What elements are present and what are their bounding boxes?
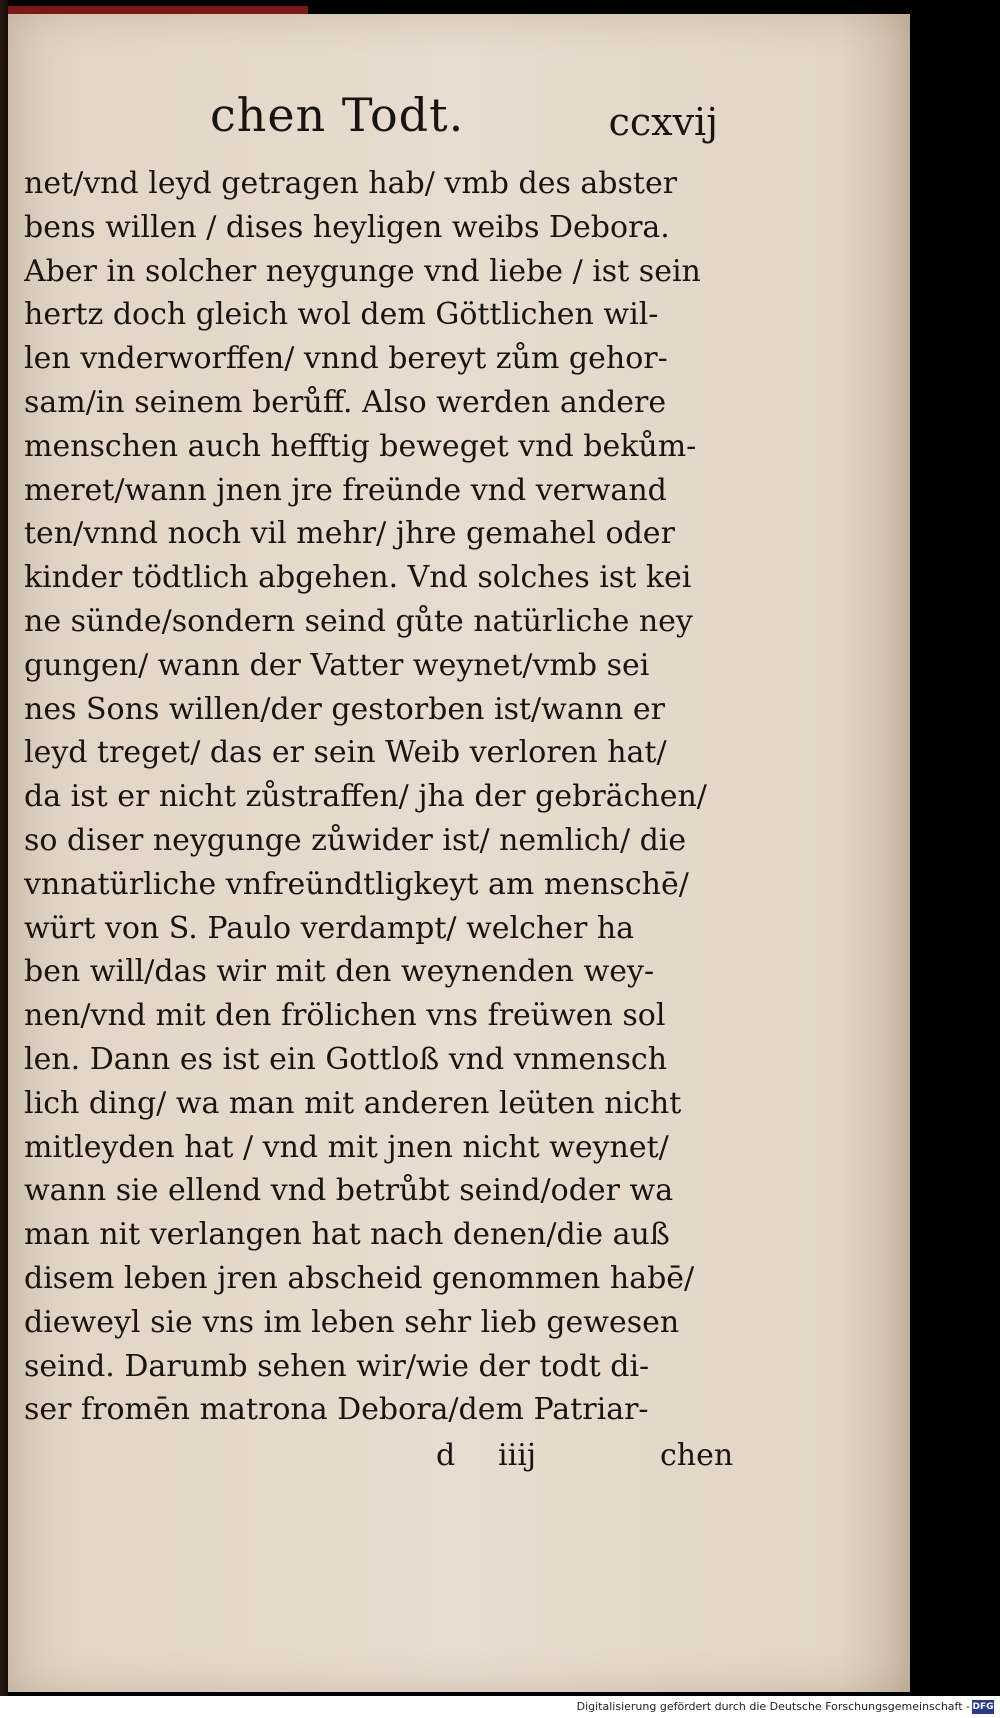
text-line: nen/vnd mit den frölichen vns freüwen sol bbox=[24, 998, 666, 1034]
credit-text: Digitalisierung gefördert durch die Deutsche Forschungsgemeinschaft - bbox=[576, 1700, 970, 1713]
signature-mark: d bbox=[436, 1438, 456, 1473]
text-line: menschen auch hefftig beweget vnd bekům- bbox=[24, 428, 697, 464]
text-line: würt von S. Paulo verdampt/ welcher ha bbox=[24, 910, 635, 946]
text-line: man nit verlangen hat nach denen/die auß bbox=[24, 1217, 670, 1253]
text-line: so diser neygunge zůwider ist/ nemlich/ die bbox=[24, 822, 687, 858]
text-line: ne sünde/sondern seind gůte natürliche ney bbox=[24, 603, 693, 639]
text-line: ten/vnnd noch vil mehr/ jhre gemahel oder bbox=[24, 516, 675, 552]
text-line: vnnatürliche vnfreündtligkeyt am menschē/ bbox=[24, 866, 689, 902]
text-line: wann sie ellend vnd betrůbt seind/oder wa bbox=[24, 1173, 674, 1209]
text-line: len vnderworffen/ vnnd bereyt zům gehor- bbox=[24, 341, 668, 377]
binding-shadow bbox=[0, 0, 8, 1718]
text-line: leyd treget/ das er sein Weib verloren hat/ bbox=[24, 735, 667, 771]
text-line: nes Sons willen/der gestorben ist/wann er bbox=[24, 691, 665, 727]
text-line: sam/in seinem berůff. Also werden andere bbox=[24, 384, 667, 420]
text-line: meret/wann jnen jre freünde vnd verwand bbox=[24, 472, 667, 508]
text-line: dieweyl sie vns im leben sehr lieb gewesen bbox=[24, 1304, 680, 1340]
text-line: mitleyden hat / vnd mit jnen nicht weynet/ bbox=[24, 1129, 669, 1165]
folio-number: ccxvij bbox=[608, 100, 718, 144]
text-line: net/vnd leyd getragen hab/ vmb des abster bbox=[24, 166, 678, 201]
text-line: gungen/ wann der Vatter weynet/vmb sei bbox=[24, 647, 650, 683]
text-line: lich ding/ wa man mit anderen leüten nicht bbox=[24, 1085, 682, 1121]
text-line: seind. Darumb sehen wir/wie der todt di- bbox=[24, 1348, 650, 1384]
text-line: Aber in solcher neygunge vnd liebe / ist sein bbox=[24, 253, 701, 289]
signature-number: iiij bbox=[498, 1438, 537, 1473]
text-line: disem leben jren abscheid genommen habē/ bbox=[24, 1260, 695, 1296]
text-line: ben will/das wir mit den weynenden wey- bbox=[24, 954, 655, 990]
catchword: chen bbox=[660, 1438, 734, 1473]
page-footer bbox=[30, 1438, 734, 1488]
running-head: chen Todt. bbox=[210, 88, 465, 142]
text-line: hertz doch gleich wol dem Göttlichen wil- bbox=[24, 297, 659, 333]
dfg-logo: DFG bbox=[972, 1702, 994, 1712]
text-line: len. Dann es ist ein Gottloß vnd vnmensch bbox=[24, 1041, 668, 1077]
page-edge-mark bbox=[8, 6, 308, 14]
body-text bbox=[24, 162, 724, 1432]
text-line: ser fromēn matrona Debora/dem Patriar- bbox=[24, 1392, 649, 1428]
text-line: bens willen / dises heyligen weibs Debora. bbox=[24, 209, 670, 245]
text-line: da ist er nicht zůstraffen/ jha der gebrächen/ bbox=[24, 779, 707, 815]
text-line: kinder tödtlich abgehen. Vnd solches ist kei bbox=[24, 560, 692, 596]
